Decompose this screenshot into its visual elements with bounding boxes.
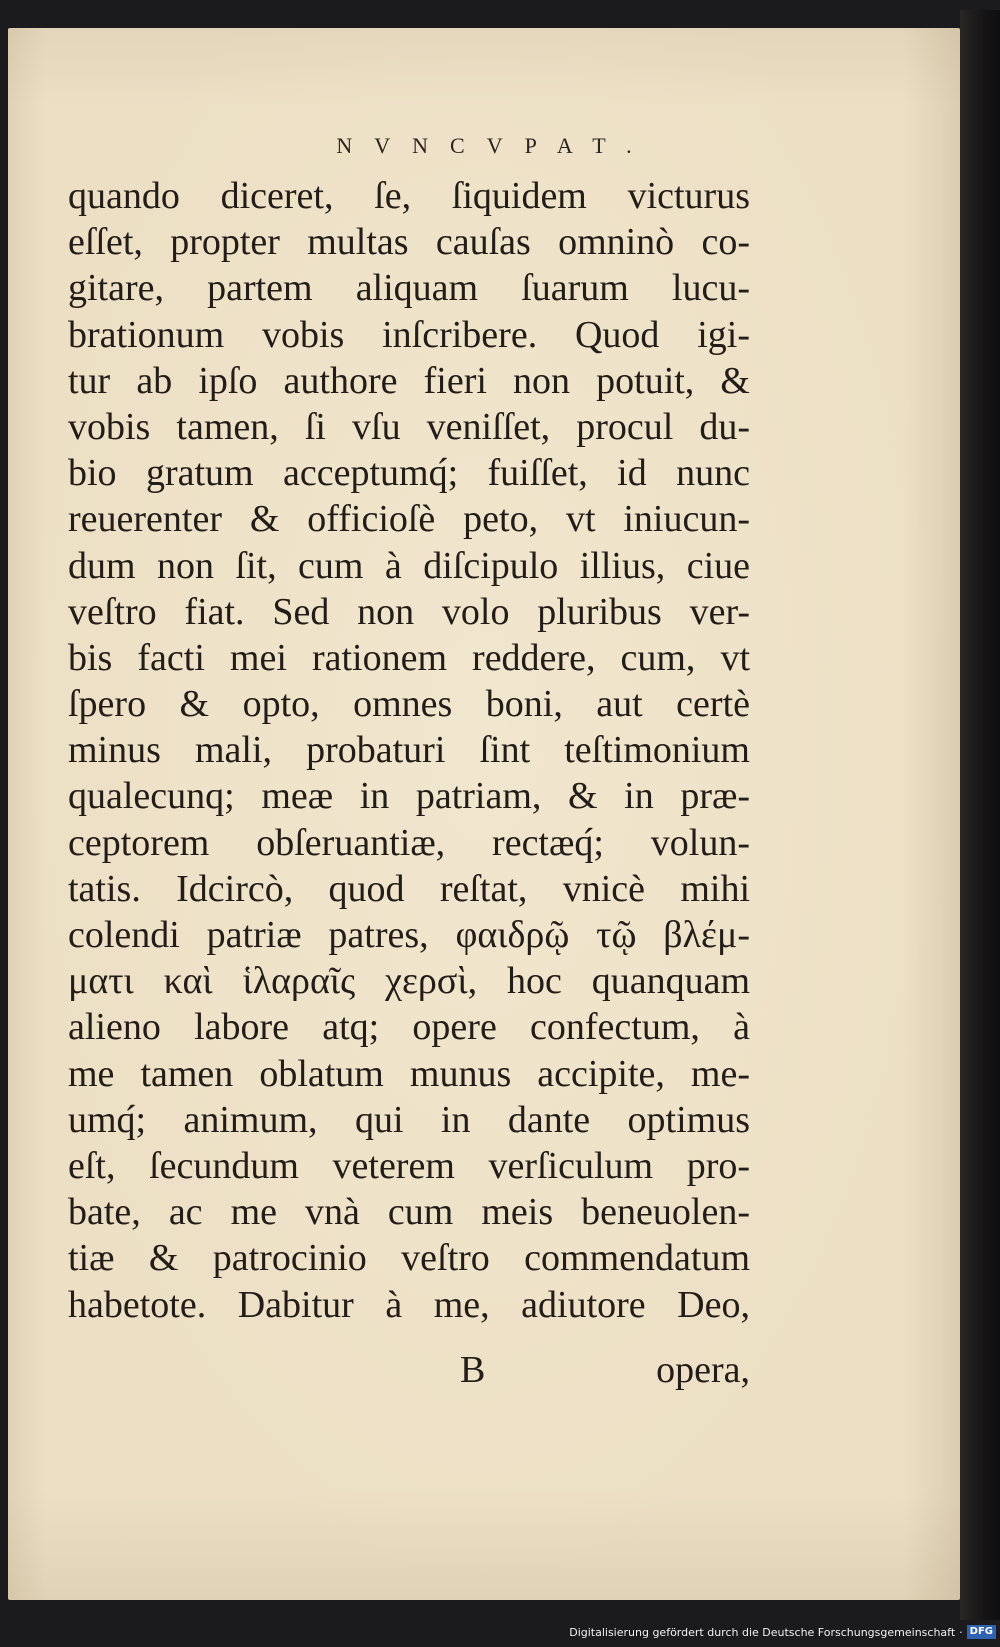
text-line: tiæ & patrocinio veſtro commendatum <box>68 1237 750 1280</box>
text-line: vobis tamen, ſi vſu veniſſet, procul du- <box>68 405 750 448</box>
book-edge <box>960 10 1000 1620</box>
text-line: ματι καὶ ἱλαραῖς χερσὶ, hoc quanquam <box>68 960 750 1003</box>
digitization-credit <box>567 1623 998 1641</box>
text-line: quando diceret, ſe, ſiquidem victurus <box>68 175 750 217</box>
text-line: ceptorem obſeruantiæ, rectæq́; volun- <box>68 821 750 864</box>
catch-line <box>68 1348 750 1394</box>
catchword: opera, <box>656 1349 750 1391</box>
dfg-logo-icon: DFG <box>967 1625 996 1639</box>
text-line: eſt, ſecundum veterem verſiculum pro- <box>68 1144 750 1187</box>
body-text <box>68 173 750 1328</box>
text-line: bate, ac me vnà cum meis beneuolen- <box>68 1191 750 1234</box>
text-line: habetote. Dabitur à me, adiutore Deo, <box>68 1283 750 1326</box>
text-line: brationum vobis inſcribere. Quod igi- <box>68 313 750 356</box>
text-line: tur ab ipſo authore fieri non potuit, & <box>68 359 750 402</box>
text-line: qualecunq; meæ in patriam, & in præ- <box>68 775 750 818</box>
credit-text: Digitalisierung gefördert durch die Deutsche Forschungsgemeinschaft <box>569 1625 956 1639</box>
signature-mark: B <box>460 1349 486 1391</box>
text-line: umq́; animum, qui in dante optimus <box>68 1098 750 1141</box>
text-line: eſſet, propter multas cauſas omninò co- <box>68 221 750 264</box>
text-line: me tamen oblatum munus accipite, me- <box>68 1052 750 1095</box>
text-line: colendi patriæ patres, φαιδρῷ τῷ βλέμ- <box>68 914 750 956</box>
text-line: bio gratum acceptumq́; fuiſſet, id nunc <box>68 452 750 495</box>
text-line: dum non ſit, cum à diſcipulo illius, ciue <box>68 544 750 587</box>
text-line: alieno labore atq; opere confectum, à <box>68 1006 750 1049</box>
running-head: NVNCVPAT. <box>336 133 654 158</box>
text-line: veſtro fiat. Sed non volo pluribus ver- <box>68 590 750 633</box>
text-line: gitare, partem aliquam ſuarum lucu- <box>68 267 750 310</box>
text-line: minus mali, probaturi ſint teſtimonium <box>68 729 750 772</box>
book-page <box>8 28 960 1600</box>
credit-separator: · <box>959 1625 963 1639</box>
text-line: bis facti mei rationem reddere, cum, vt <box>68 636 750 679</box>
text-line: ſpero & opto, omnes boni, aut certè <box>68 683 750 726</box>
text-line: reuerenter & officioſè peto, vt iniucun- <box>68 498 750 541</box>
text-line: tatis. Idcircò, quod reſtat, vnicè mihi <box>68 867 750 910</box>
